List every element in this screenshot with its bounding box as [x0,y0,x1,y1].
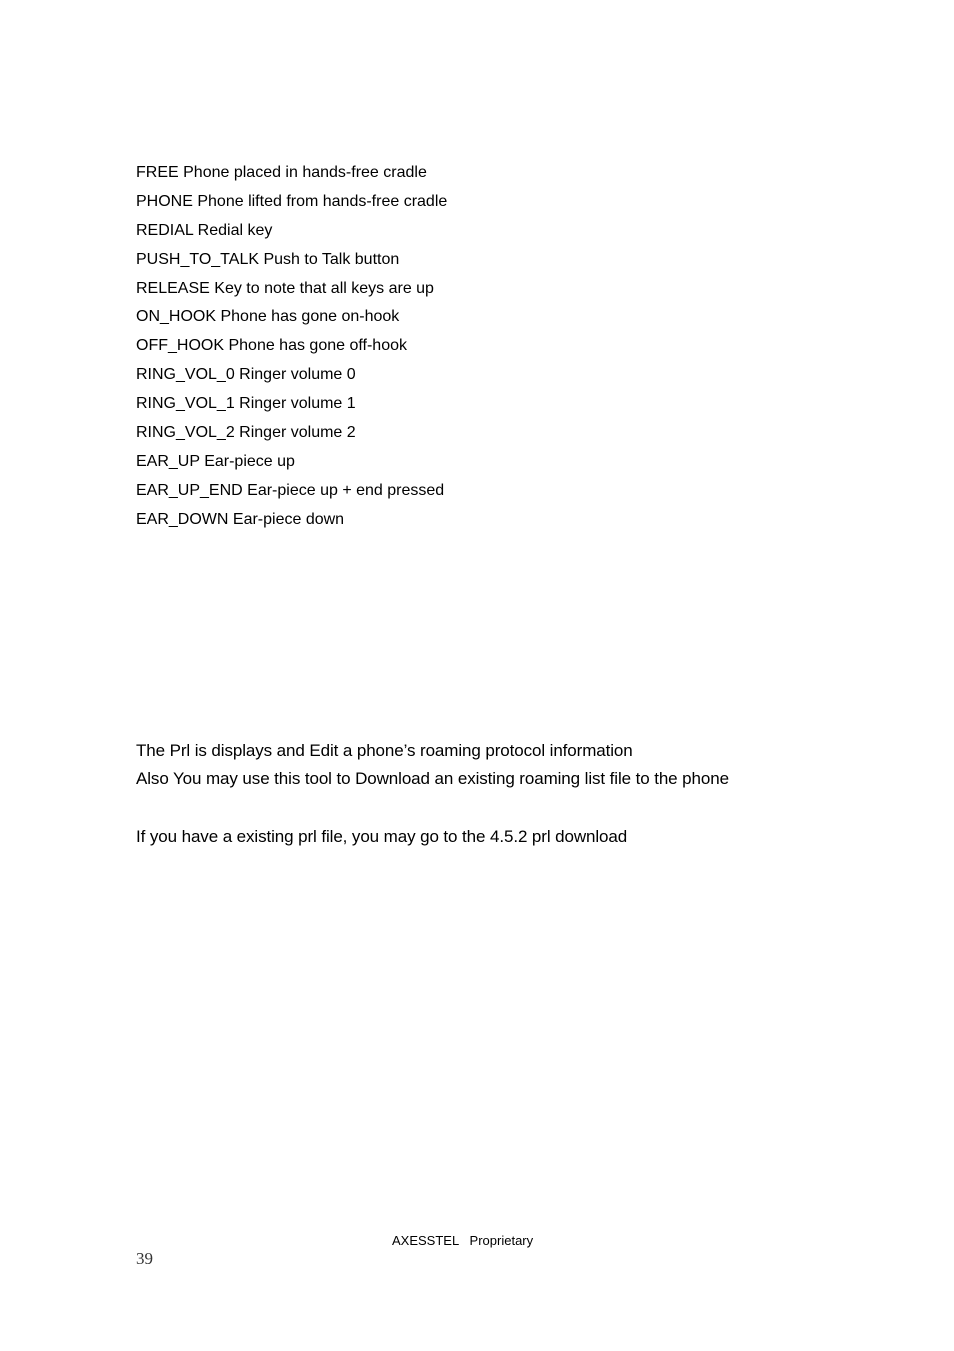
key-code: FREE [136,164,179,181]
key-description: Ringer volume 0 [239,366,356,384]
key-code: OFF_HOOK [136,337,225,355]
key-code: ON_HOOK [136,308,217,326]
key-code-item [136,220,447,249]
key-code: RING_VOL_0 [136,366,235,384]
key-description: Phone has gone on-hook [220,308,400,326]
key-description: Ear-piece up + end pressed [247,481,445,499]
key-code-item [136,422,447,451]
key-code-item [136,335,447,364]
key-description: Key to note that all keys are up [214,279,434,297]
key-description: Redial key [197,221,273,239]
key-code: PHONE [136,192,193,210]
key-description: Phone has gone off-hook [228,337,407,355]
key-code-list [136,162,447,538]
key-code: RING_VOL_1 [136,395,235,413]
prl-download-line: Also You may use this tool to Download an existing roaming list file to the phone [136,769,729,788]
key-description: Ear-piece up [204,452,295,470]
key-code-item [136,480,447,509]
key-description: Ringer volume 2 [239,424,356,442]
key-code: EAR_DOWN [136,510,229,528]
key-code-item [136,451,447,480]
key-code-item [136,162,447,191]
key-code: RELEASE [136,279,210,297]
key-code: RING_VOL_2 [136,424,235,442]
prl-reference-line: If you have a existing prl file, you may go to the 4.5.2 prl download [136,827,628,846]
key-description: Phone lifted from hands-free cradle [197,192,448,210]
footer-proprietary: AXESSTEL Proprietary [392,1233,534,1248]
key-code: REDIAL [136,221,194,239]
key-code-item [136,191,447,220]
key-description: Ear-piece down [232,510,345,528]
key-code-item [136,278,447,307]
key-code-item [136,364,447,393]
key-code-item [136,249,447,278]
key-code-item [136,306,447,335]
key-code-item [136,393,447,422]
key-code: PUSH_TO_TALK [136,250,260,268]
page-number: 39 [136,1249,153,1268]
prl-description-line: The Prl is displays and Edit a phone’s roaming protocol information [136,741,633,760]
key-code-item [136,509,447,538]
key-description: Push to Talk button [263,250,400,268]
key-description: Ringer volume 1 [239,395,356,413]
key-code: EAR_UP_END [136,481,243,499]
key-description: Phone placed in hands-free cradle [183,164,427,181]
key-code: EAR_UP [136,452,200,470]
